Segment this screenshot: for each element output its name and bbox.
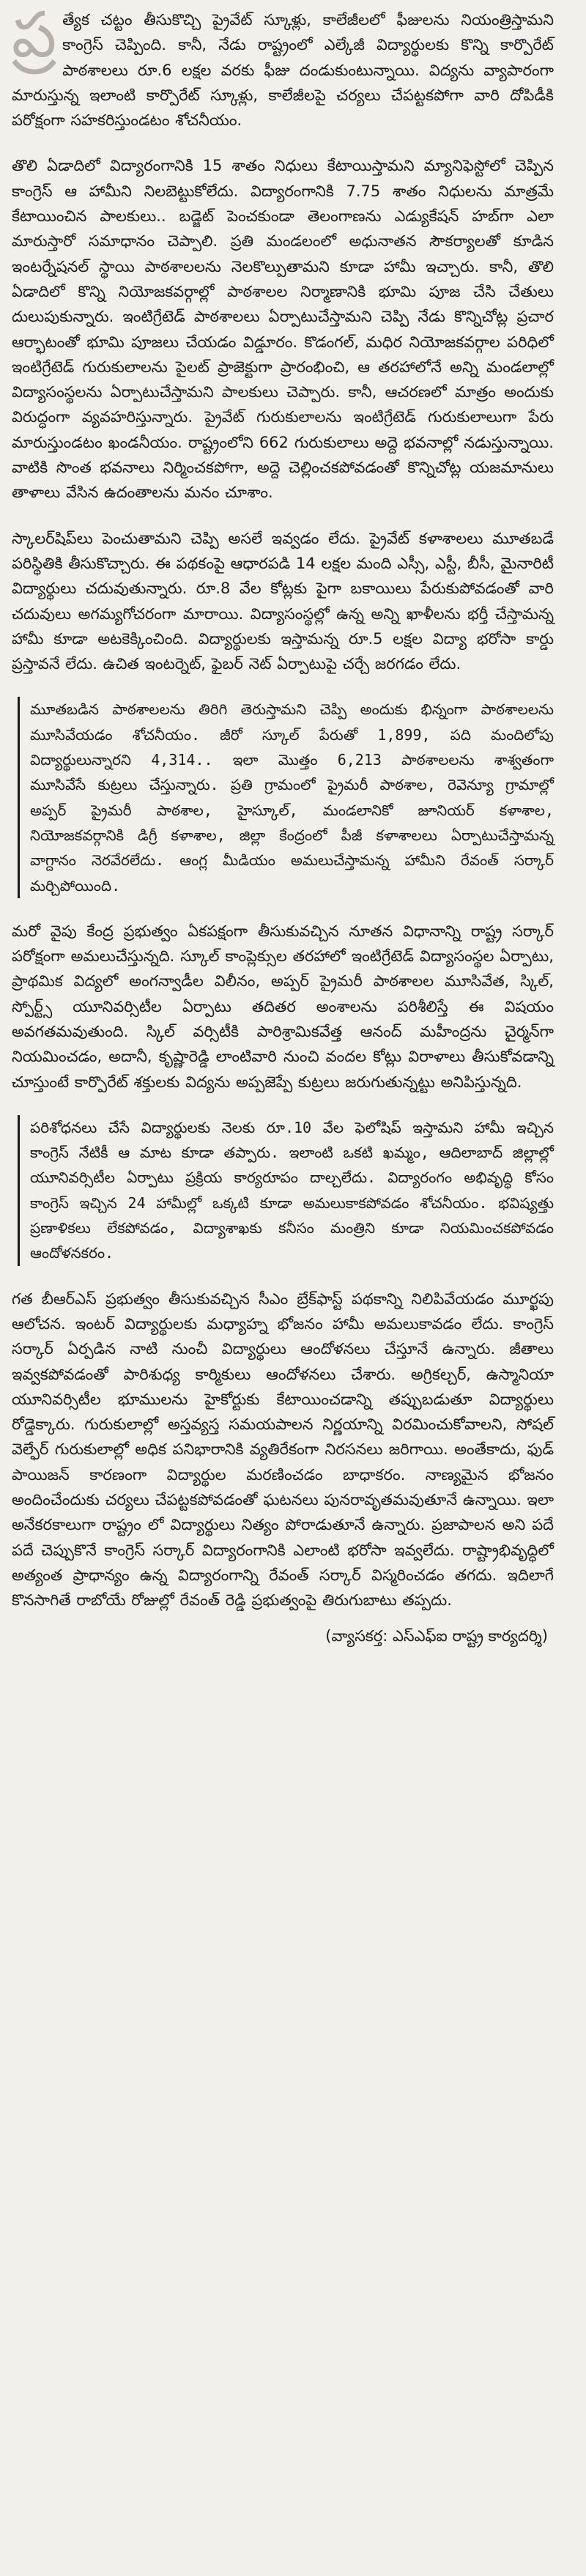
pull-quote-fellowship xyxy=(18,1115,554,1266)
dropcap: ప్ర xyxy=(12,0,57,72)
paragraph-conclusion: గత బీఆర్ఎస్ ప్రభుత్వం తీసుకువచ్చిన సీఎం బ్రేక్‌ఫాస్ట్ పథకాన్ని నిలిపివేయడం మూర్ఖపు ఆలోచన. ఇంటర్ విద్యార్థులకు మధ్యాహ్న భోజనం హామీ అమలుకావడం లేదు. కాంగ్రెస్ సర్కార్ ఏర్పడిన నాటి నుంచీ విద్యార్థులు ఆందోళనలు చేస్తూనే ఉన్నారు. జీతాలు ఇవ్వకపోవడంతో పారిశుధ్య కార్మికులు ఆందోళనలు చేశారు. అగ్రికల్చర్, ఉస్మానియా యూనివర్సిటీల భూములను హైకోర్టుకు కేటాయించడాన్ని తప్పుబడుతూ విద్యార్థులు రోడ్డెక్కారు. గురుకులాల్లో అస్తవ్యస్త సమయపాలన నిర్ణయాన్ని విరమించుకోవాలని, సోషల్ వెల్ఫేర్ గురుకులాల్లో అధిక పనిభారానికి వ్యతిరేకంగా నిరసనలు జరిగాయి. అంతేకాదు, ఫుడ్ పాయిజన్ కారణంగా విద్యార్థుల మరణించడం బాధాకరం. నాణ్యమైన భోజనం అందించేందుకు చర్యలు చేపట్టకపోవడంతో ఘటనలు పునరావృతమవుతూనే ఉన్నాయి. ఇలా అనేకరకాలుగా రాష్ట్రం లో విద్యార్థులు నిత్యం పోరాడుతూనే ఉన్నారు. ప్రజాపాలన అని పదే పదే చెప్పుకొనే కాంగ్రెస్ సర్కార్ విద్యారంగానికి ఎలాంటి భరోసా ఇవ్వలేదు. రాష్ట్రాభివృద్ధిలో అత్యంత ప్రాధాన్యం ఉన్న విద్యారంగాన్ని రేవంత్ సర్కార్ విస్మరించడం తగదు. ఇదిలాగే కొనసాగితే రాబోయే రోజుల్లో రేవంత్ రెడ్డి ప్రభుత్వంపై తిరుగుబాటు తప్పదు. xyxy=(12,1289,554,1610)
pull-quote-schools xyxy=(18,697,554,897)
pull-quote-text: పరిశోధనలు చేసే విద్యార్థులకు నెలకు రూ.10 వేల ఫెలోషిప్ ఇస్తామని హామీ ఇచ్చిన కాంగ్రెస్ నేటికీ ఆ మాట కూడా తప్పారు. ఇలాంటి ఒకటి ఖమ్మం, ఆదిలాబాద్ జిల్లాల్లో యూనివర్సిటీల ఏర్పాటు ప్రక్రియ కార్యరూపం దాల్చలేదు. విద్యారంగం అభివృద్ధి కోసం కాంగ్రెస్ ఇచ్చిన 24 హామీల్లో ఒక్కటి కూడా అమలుకాకపోవడం శోచనీయం. భవిష్యత్తు ప్రణాళికలు లేకపోవడం, విద్యాశాఖకు కనీసం మంత్రిని కూడా నియమించకపోవడం ఆందోళనకరం. xyxy=(30,1118,554,1262)
paragraph-scholarships: స్కాలర్‌షిప్‌లు పెంచుతామని చెప్పి అసలే ఇవ్వడం లేదు. ప్రైవేట్ కళాశాలలు మూతబడే పరిస్థితికి తీసుకొచ్చారు. ఈ పథకంపై ఆధారపడి 14 లక్షల మంది ఎస్సీ, ఎస్టీ, బీసీ, మైనారిటీ విద్యార్థులు చదువుతున్నారు. రూ.8 వేల కోట్లకు పైగా బకాయిలు పేరుకుపోవడంతో వారి చదువులు అగమ్యగోచరంగా మారాయి. విద్యాసంస్థల్లో ఉన్న అన్ని ఖాళీలను భర్తీ చేస్తామన్న హామీ కూడా అటకెక్కించింది. విద్యార్థులకు ఇస్తామన్న రూ.5 లక్షల విద్యా భరోసా కార్డు ప్రస్తావనే లేదు. ఉచిత ఇంటర్నెట్, ఫైబర్ నెట్ ఏర్పాటుపై చర్చే జరగడం లేదు. xyxy=(12,529,554,673)
author-byline: (వ్యాసకర్త: ఎస్ఎఫ్ఐ రాష్ట్ర కార్యదర్శి) xyxy=(325,1626,548,1645)
paragraph-central-policy: మరో వైపు కేంద్ర ప్రభుత్వం ఏకపక్షంగా తీసుకువచ్చిన నూతన విధానాన్ని రాష్ట్ర సర్కార్ పరోక్షంగా అమలుచేస్తున్నది. స్కూల్ కాంప్లెక్సుల తరహాలో ఇంటిగ్రేటెడ్ విద్యాసంస్థల ఏర్పాటు, ప్రాథమిక విద్యలో అంగన్వాడీల విలీనం, అప్పర్ ప్రైమరీ పాఠశాలల మూసివేత, స్కిల్, స్పోర్ట్స్ యూనివర్సిటీల ఏర్పాటు తదితర అంశాలను పరిశీలిస్తే ఈ విషయం అవగతమవుతుంది. స్కిల్ వర్సిటీకి పారిశ్రామికవేత్త ఆనంద్ మహీంద్రను చైర్మన్‌గా నియమించడం, అదానీ, కృష్ణారెడ్డి లాంటివారి నుంచి వందల కోట్లు విరాళాలు తీసుకోవడాన్ని చూస్తుంటే కార్పొరేట్ శక్తులకు విద్యను అప్పజెప్పే కుట్రలు జరుగుతున్నట్టు అనిపిస్తున్నది. xyxy=(12,922,554,1091)
paragraph-budget: తొలి ఏడాదిలో విద్యారంగానికి 15 శాతం నిధులు కేటాయిస్తామని మ్యానిఫెస్టోలో చెప్పిన కాంగ్రెస్ ఆ హామీని నిలబెట్టుకోలేదు. విద్యారంగానికి 7.75 శాతం నిధులను మాత్రమే కేటాయించిన పాలకులు.. బడ్జెట్ పెంచకుండా తెలంగాణను ఎడ్యుకేషన్ హబ్‌గా ఎలా మారుస్తారో సమాధానం చెప్పాలి. ప్రతి మండలంలో అధునాతన సౌకర్యాలతో కూడిన ఇంటర్నేషనల్ స్థాయి పాఠశాలలను నెలకొల్పుతామని కూడా హామీ ఇచ్చారు. కానీ, తొలి ఏడాదిలో కొన్ని నియోజకవర్గాల్లో పాఠశాలల నిర్మాణానికి భూమి పూజ చేసి చేతులు దులుపుకున్నారు. ఇంటిగ్రేటెడ్ పాఠశాలలు ఏర్పాటుచేస్తామని చెప్పి నేడు కొన్నిచోట్ల ప్రచార ఆర్భాటంతో భూమి పూజలు చేయడం విడ్డూరం. కొడంగల్, మధిర నియోజకవర్గాల పరిధిలో ఇంటిగ్రేటెడ్ గురుకులాలను పైలట్ ప్రాజెక్టుగా ప్రారంభించి, ఆ తరహాలోనే అన్ని మండలాల్లో విద్యాసంస్థలను ఏర్పాటుచేస్తామని పాలకులు చెప్పారు. కానీ, ఆచరణలో మాత్రం అందుకు విరుద్ధంగా వ్యవహరిస్తున్నారు. ప్రైవేట్ గురుకులాలను ఇంటిగ్రేటెడ్ గురుకులాలుగా పేరు మారుస్తుండటం ఖండనీయం. రాష్ట్రంలోని 662 గురుకులాలు అద్దె భవనాల్లో నడుస్తున్నాయి. వాటికి సొంత భవనాలు నిర్మించకపోగా, అద్దె చెల్లించకపోవడంతో కొన్నిచోట్ల యజమానులు తాళాలు వేసిన ఉదంతాలను మనం చూశాం. xyxy=(12,157,554,502)
paragraph-intro: ప్ర త్యేక చట్టం తీసుకొచ్చి ప్రైవేట్ స్కూళ్లు, కాలేజీలలో ఫీజులను నియంత్రిస్తామని కాంగ్రెస్ చెప్పింది. కానీ, నేడు రాష్ట్రంలో ఎల్కేజీ విద్యార్థులకు కొన్ని కార్పొరేట్ పాఠశాలలు రూ.6 లక్షల వరకు ఫీజు దండుకుంటున్నాయి. విద్యను వ్యాపారంగా మారుస్తున్న ఇలాంటి కార్పొరేట్ స్కూళ్లు, కాలేజీలపై చర్యలు చేపట్టకపోగా వారి దోపిడీకి పరోక్షంగా సహకరిస్తుండటం శోచనీయం. xyxy=(12,0,554,130)
pull-quote-text: మూతబడిన పాఠశాలలను తిరిగి తెరుస్తామని చెప్పి అందుకు భిన్నంగా పాఠశాలలను మూసివేయడం శోచనీయం. జీరో స్కూల్ పేరుతో 1,899, పది మందిలోపు విద్యార్థులున్నారని 4,314.. ఇలా మొత్తం 6,213 పాఠశాలలను శాశ్వతంగా మూసివేసే కుట్రలు చేస్తున్నారు. ప్రతి గ్రామంలో ప్రైమరీ పాఠశాల, రెవెన్యూ గ్రామాల్లో అప్పర్ ప్రైమరీ పాఠశాల, హైస్కూల్, మండలానికో జూనియర్ కళాశాల, నియోజకవర్గానికి డిగ్రీ కళాశాల, జిల్లా కేంద్రంలో పీజీ కళాశాలలు ఏర్పాటుచేస్తామన్న వాగ్దానం నెరవేరలేదు. ఆంగ్ల మీడియం అమలుచేస్తామన్న హామీని రేవంత్ సర్కార్ మర్చిపోయింది. xyxy=(30,700,554,895)
